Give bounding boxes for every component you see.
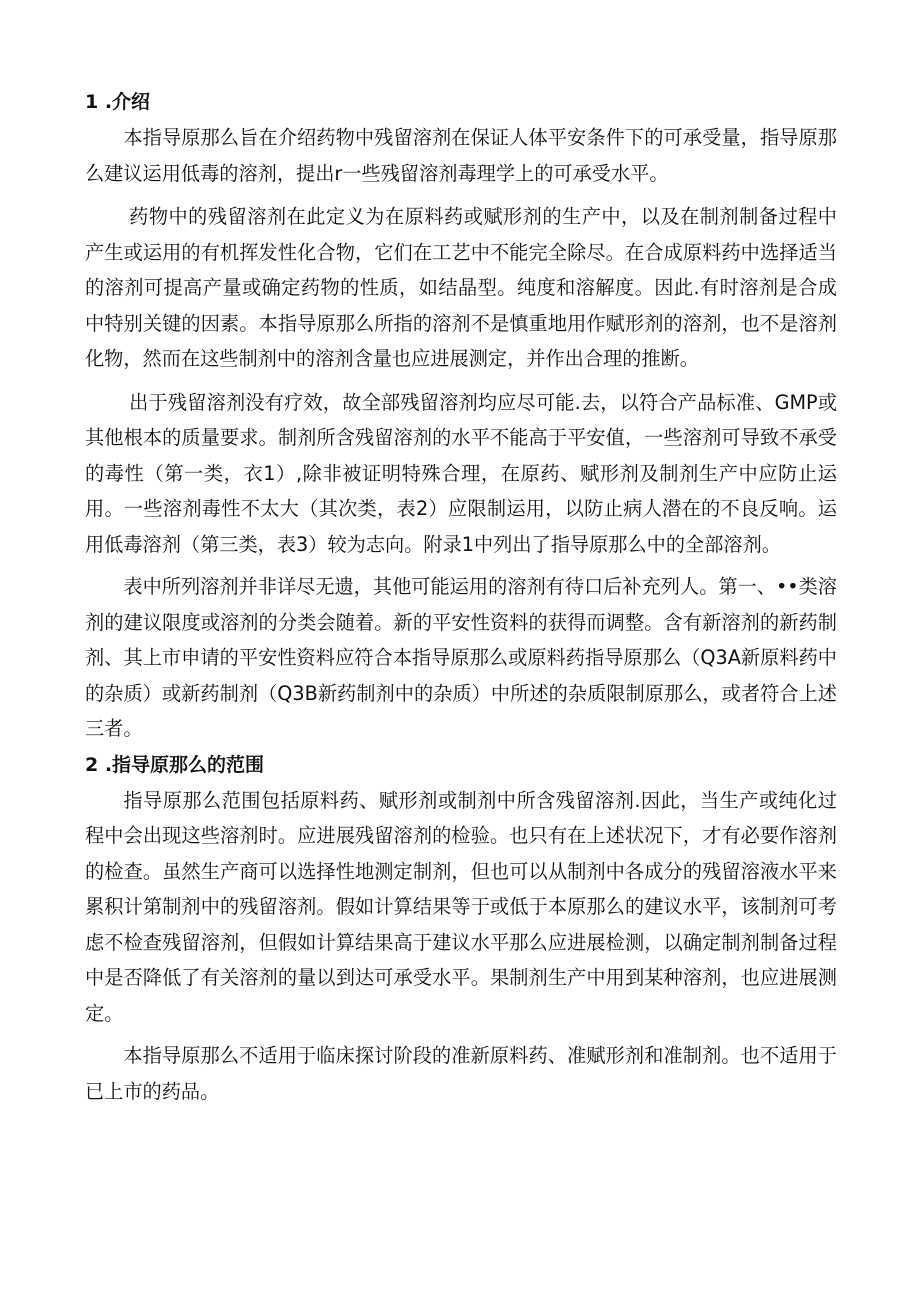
section-heading-scope: 2 .指导原那么的范围	[85, 753, 265, 776]
paragraph: 本指导原那么旨在介绍药物中残留溶剂在保证人体平安条件下的可承受量，指导原那么建议运用低毒的溶剂，提出r一些残留溶剂毒理学上的可承受水平。	[85, 126, 837, 185]
paragraph: 出于残留溶剂没有疗效，故全部残留溶剂均应尽可能.去，以符合产品标准、GMP或其他根本的质量要求。制剂所含残留溶剂的水平不能高于平安值，一些溶剂可导致不承受的毒性（第一类，衣1）,除非被证明特殊合理，在原药、赋形剂及制剂生产中应防止运用。一些溶剂毒性不太大（其次类，表2）应限制运用，以防止病人潜在的不良反响。运用低毒溶剂（第三类，表3）较为志向。附录1中列出了指导原那么中的全部溶剂。	[85, 390, 837, 556]
document-page	[85, 84, 837, 1109]
paragraph: 本指导原那么不适用于临床探讨阶段的准新原料药、准赋形剂和准制剂。也不适用于已上市的药品。	[85, 1044, 837, 1103]
paragraph: 指导原那么范围包括原料药、赋形剂或制剂中所含残留溶剂.因此，当生产或纯化过程中会出现这些溶剂时。应进展残留溶剂的检验。也只有在上述状况下，才有必要作溶剂的检查。虽然生产商可以选择性地测定制剂，但也可以从制剂中各成分的残留溶液水平来累积计第制剂中的残留溶剂。假如计算结果等于或低于本原那么的建议水平，该制剂可考虑不检查残留溶剂，但假如计算结果高于建议水平那么应进展检测，以确定制剂制备过程中是否降低了有关溶剂的量以到达可承受水平。果制剂生产中用到某种溶剂，也应进展测定。	[85, 788, 837, 1025]
paragraph: 表中所列溶剂并非详尽无遗，其他可能运用的溶剂有待口后补充列人。第一、••类溶剂的建议限度或溶剂的分类会随着。新的平安性资料的获得而调整。含有新溶剂的新药制剂、其上市申请的平安性资料应符合本指导原那么或原料药指导原那么（Q3A新原料药中的杂质）或新药制剂（Q3B新药制剂中的杂质）中所述的杂质限制原那么，或者符合上述三者。	[85, 575, 837, 740]
section-heading-introduction: 1 .介绍	[85, 91, 151, 113]
paragraph: 药物中的残留溶剂在此定义为在原料药或赋形剂的生产中，以及在制剂制备过程中产生或运用的有机挥发性化合物，它们在工艺中不能完全除尽。在合成原料药中选择适当的溶剂可提高产量或确定药物的性质，如结晶型。纯度和溶解度。因此.有时溶剂是合成中特别关键的因素。本指导原那么所指的溶剂不是慎重地用作赋形剂的溶剂，也不是溶剂化物，然而在这些制剂中的溶剂含量也应进展测定，并作出合理的推断。	[85, 205, 837, 370]
